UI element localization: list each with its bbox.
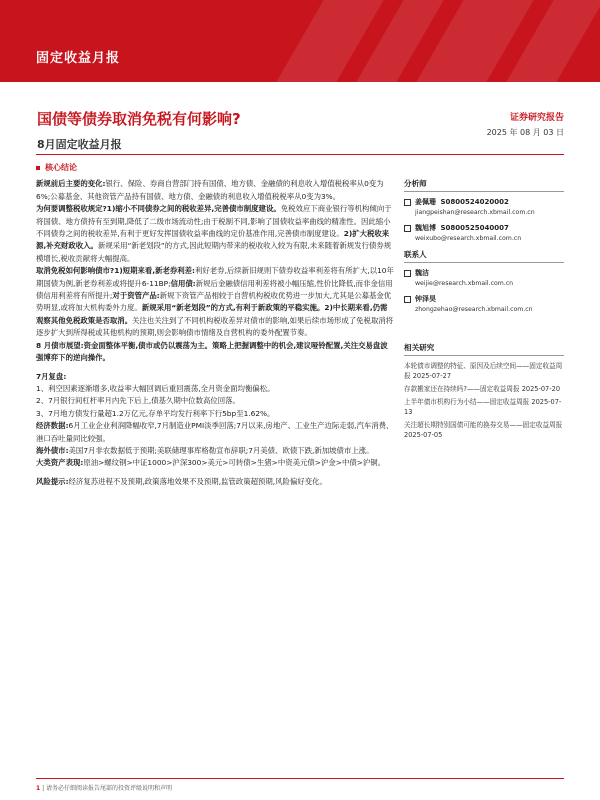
- page-number: 1: [36, 785, 41, 792]
- page-footer: 1 | 请务必仔细阅读报告尾部的投资评级说明和声明: [36, 785, 173, 792]
- core-paragraph-3: 取消免税如何影响债市?1)短期来看,新老券利差:利好老券,后续新旧规则下债券收益率利差将有所扩大,以10年期国债为例,新老券利差或将提升6-11BP;信用债:新规后金融债信用利差将被小幅压缩,性价比降低,而非金信用债信用利差将有所提升;对于资管产品:新规下资管产品相较于自营机构税收优势进一步加大,尤其是公募基金优势明显,或将加大机构委外力度。新规采用“新老划段”的方式,有利于新政策的平稳实施。2)中长期来看,仍需观察其他免税政策是否取消。关注也关注到了不同机构税收差异对债市的影响,如果后续市场形成了免税取消将逐步扩大到所得税或其他机构的预期,则会影响债市情绪及自营机构的委外配置节奏。: [36, 266, 394, 338]
- title-divider: [36, 154, 564, 155]
- sidebar: [404, 178, 564, 443]
- review-item: 1、利空因素逐渐增多,收益率大幅回调后重回震荡,全月资金面均衡偏松。: [36, 383, 275, 393]
- related-report-link[interactable]: 存款搬家还在持续吗?——固定收益周报 2025-07-20: [404, 385, 561, 393]
- review-item: 3、7月地方债发行量超1.2万亿元,存单平均发行利率下行5bp至1.62%。: [36, 408, 275, 418]
- analysts-heading: 分析师: [404, 178, 564, 192]
- review-item: 2、7月银行间杠杆率月内先下后上,债基久期中位数高位回落。: [36, 396, 240, 406]
- related-heading: 相关研究: [404, 342, 564, 356]
- risk-warning: 风险提示:经济复苏进程不及预期,政策落地效果不及预期,监管政策超预期,风险偏好变化。: [36, 476, 327, 486]
- report-subtitle: 8月固定收益月报: [37, 138, 122, 151]
- banner-title: 固定收益月报: [36, 51, 121, 66]
- bullet-icon: [36, 166, 40, 170]
- report-title: 国债等债券取消免税有何影响?: [37, 110, 241, 128]
- core-paragraph-4: 8 月债市展望:资金面整体平衡,债市或仍以震荡为主。策略上把握调整中的机会,建议哑铃配置,关注交易盘波强博弈下的逆向操作。: [36, 340, 388, 363]
- core-heading: 核心结论: [36, 162, 394, 174]
- footer-disclaimer: 请务必仔细阅读报告尾部的投资评级说明和声明: [46, 785, 173, 792]
- header-banner: [0, 0, 600, 82]
- related-report-link[interactable]: 本轮债市调整的特征、原因及后续空间——固定收益周报 2025-07-27: [404, 362, 563, 380]
- analyst-email[interactable]: jiangpeishan@research.xbmail.com.cn: [415, 209, 535, 216]
- main-body: [36, 162, 394, 488]
- review-heading: 7月复盘:: [36, 371, 67, 381]
- contact-email[interactable]: zhongzehao@research.xbmail.com.cn: [415, 306, 533, 313]
- contacts-heading: 联系人: [404, 249, 564, 263]
- person-icon: [404, 199, 411, 206]
- analyst-entry: 姜佩珊 S0800524020002: [404, 197, 564, 208]
- related-report-link[interactable]: 关注超长期特别国债可能的换券交易——固定收益周报 2025-07-05: [404, 421, 563, 439]
- person-icon: [404, 270, 411, 277]
- report-date: 2025 年 08 月 03 日: [486, 128, 564, 137]
- contact-entry: 魏洁: [404, 268, 564, 279]
- contact-email[interactable]: weijie@research.xbmail.com.cn: [415, 280, 514, 287]
- overseas-bonds: 海外债市:美国7月非农数据低于预期;美联储理事库格勒宣布辞职;7月美债、欧债下跌,新加坡债市上涨。: [36, 445, 374, 455]
- economic-data: 经济数据:6月工业企业利润降幅收窄,7月制造业PMI淡季回落;7月以来,房地产、工业生产边际走弱,汽车消费、港口吞吐量同比较强。: [36, 421, 394, 443]
- related-report-link[interactable]: 上半年债市机构行为小结——固定收益周报 2025-07-13: [404, 398, 562, 416]
- person-icon: [404, 225, 411, 232]
- core-paragraph-2: 为何要调整税收规定?1)缩小不同债券之间的税收差异,完善债市制度建设。免税效应下商业银行等机构倾向于将国债、地方债持有至到期,降低了二级市场流动性;由于税制不同,影响了国债收益率曲线的精准性。因此缩小不同债券之间的税收差异,有利于更好发挥国债收益率曲线的定价基准作用,完善债市制度建设。2)扩大税收来源,补充财政收入。新规采用“新老划段”的方式,因此短期内带来的税收收入较为有限,未来随着新规发行债券规模增长,税收贡献将大幅提高。: [36, 204, 392, 263]
- asset-performance: 大类资产表现:原油>螺纹钢>中证1000>沪深300>美元>可转债>生猪>中资美元债>沪金>中债>沪铜。: [36, 458, 386, 468]
- core-paragraph-1: 新规前后主要的变化:银行、保险、券商自营部门持有国债、地方债、金融债的利息收入增值税税率从0变为6%;公募基金、其他资管产品持有国债、地方债、金融债的利息收入增值税税率从0变为3%。: [36, 179, 384, 201]
- footer-divider: [36, 778, 564, 779]
- analyst-email[interactable]: weixubo@research.xbmail.com.cn: [415, 235, 522, 242]
- report-type-label: 证券研究报告: [509, 113, 564, 123]
- contact-entry: 钟泽昊: [404, 294, 564, 305]
- person-icon: [404, 296, 411, 303]
- analyst-entry: 魏旭博 S0800525040007: [404, 223, 564, 234]
